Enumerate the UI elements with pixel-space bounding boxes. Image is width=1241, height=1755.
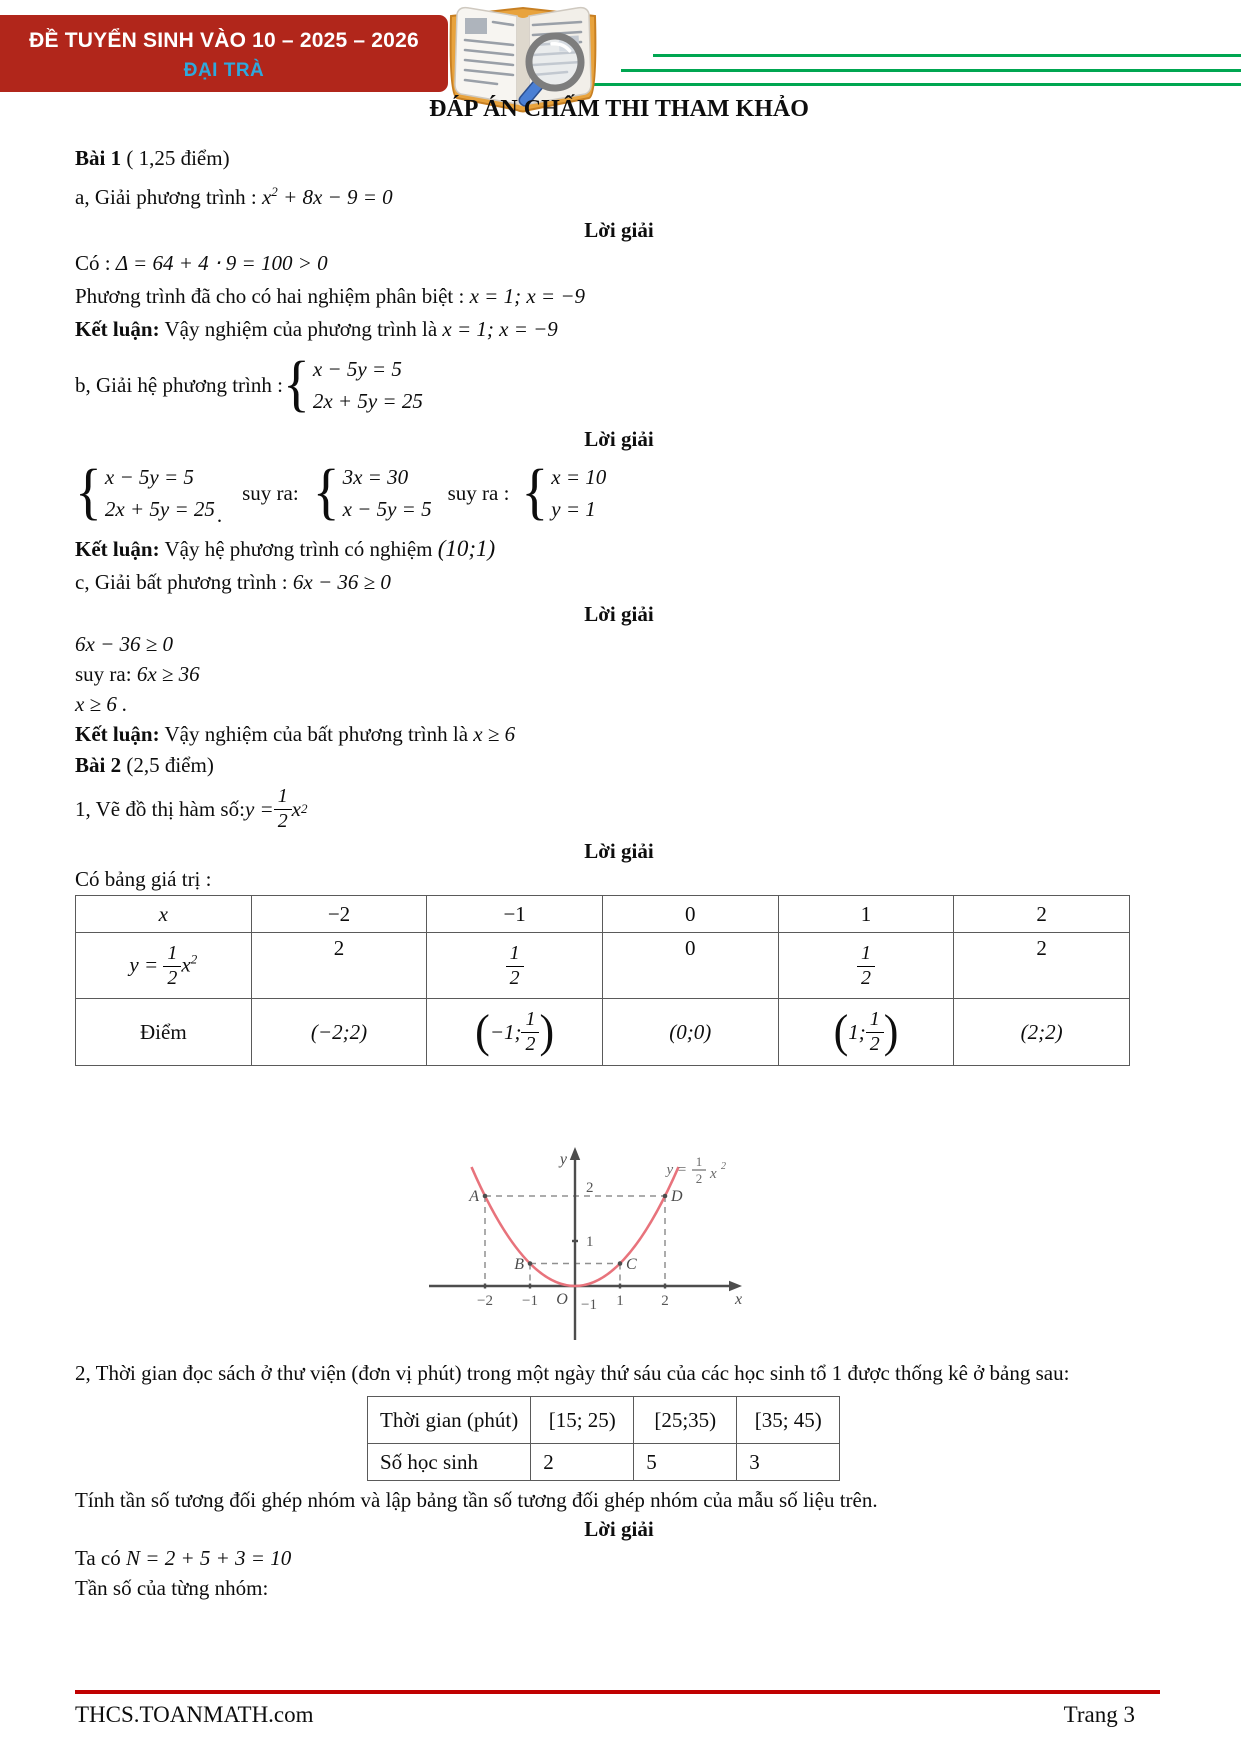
taco-line: Ta có N = 2 + 5 + 3 = 10	[75, 1546, 292, 1570]
bai2-heading: Bài 2 (2,5 điểm)	[75, 753, 214, 777]
cell: −2	[251, 896, 427, 933]
table-row-x	[76, 896, 1130, 933]
y-axis-label: y	[559, 1151, 567, 1168]
cell: [25;35)	[634, 1397, 737, 1444]
loi-giai-heading: Lời giải	[584, 218, 654, 242]
footer-page-number: Trang 3	[1063, 1702, 1135, 1727]
cell: ( −1; $\frac{1}{2}$ )	[427, 999, 603, 1066]
point-B-label: B	[514, 1256, 524, 1273]
svg-text:x: x	[710, 1166, 717, 1182]
x-tick-neg1: −1	[522, 1293, 538, 1309]
cell: x	[76, 896, 252, 933]
bai1-a-line: a, Giải phương trình : $x^2 + 8x - 9 = 0$	[75, 184, 393, 209]
cell: 0	[602, 933, 778, 999]
bai1-b-solution-line: { x − 5y = 5 2x + 5y = 25 . suy ra: { 3x = 30 x − 5y = 5 suy ra : { x = 10 y = 1	[75, 457, 607, 528]
table-row-count	[368, 1444, 840, 1481]
fraction-one-half: $\frac{1}{2}$	[866, 1009, 884, 1056]
cell: y = $\frac{1}{2}$ $x^2$	[76, 933, 252, 999]
origin-label: O	[556, 1291, 568, 1308]
fraction-one-half: $\frac{1}{2}$	[163, 943, 181, 990]
table-intro: Có bảng giá trị :	[75, 867, 212, 891]
cell: [15; 25)	[531, 1397, 634, 1444]
fraction-one-half: $\frac{1}{2}$	[274, 786, 292, 833]
cell: 2	[531, 1444, 634, 1481]
cell	[778, 933, 954, 999]
banner-subtitle: ĐẠI TRÀ	[183, 60, 265, 81]
tanso-line: Tần số của từng nhóm:	[75, 1576, 269, 1600]
y-tick-neg1: −1	[581, 1297, 597, 1313]
parabola-graph	[75, 1134, 1163, 1355]
banner-title: ĐỀ TUYỂN SINH VÀO 10 – 2025 – 2026	[29, 29, 419, 52]
footer	[75, 1702, 1135, 1728]
cell: 3	[737, 1444, 840, 1481]
cell: ( 1; $\frac{1}{2}$ )	[778, 999, 954, 1066]
value-table	[75, 895, 1130, 1066]
bai1-delta-line: Có : Δ = 64 + 4 ⋅ 9 = 100 > 0	[75, 251, 328, 275]
bai1-c-step2: suy ra: 6x ≥ 36	[75, 662, 200, 686]
cell: Thời gian (phút)	[368, 1397, 531, 1444]
bai1-heading: Bài 1 ( 1,25 điểm)	[75, 146, 230, 170]
x-tick-1: 1	[616, 1293, 624, 1309]
bai2-q1-line: 1, Vẽ đồ thị hàm số: y = $\frac{1}{2}$ x 2	[75, 784, 308, 832]
svg-text:2: 2	[721, 1161, 726, 1172]
table-row-points	[76, 999, 1130, 1066]
point-A-label: A	[469, 1188, 479, 1205]
bai1-conclusion-b: Kết luận: Vậy hệ phương trình có nghiệm (10;1)	[75, 536, 496, 561]
curve-equation: y =	[666, 1162, 687, 1178]
point-C-label: C	[626, 1256, 637, 1273]
x-tick-2: 2	[661, 1293, 669, 1309]
equation-system: { 3x = 30 x − 5y = 5	[312, 457, 432, 528]
fraction-one-half: $\frac{1}{2}$	[506, 943, 524, 990]
bai1-c-step3: x ≥ 6 .	[75, 692, 128, 716]
frequency-table	[367, 1396, 840, 1481]
cell: (0;0)	[602, 999, 778, 1066]
cell: Số học sinh	[368, 1444, 531, 1481]
cell	[427, 933, 603, 999]
cell: −1	[427, 896, 603, 933]
cell: 1	[778, 896, 954, 933]
page-title: ĐÁP ÁN CHẤM THI THAM KHẢO	[429, 96, 809, 122]
bai1-distinct-line: Phương trình đã cho có hai nghiệm phân biệt : x = 1; x = −9	[75, 284, 585, 308]
point-D-label: D	[671, 1188, 683, 1205]
x-tick-neg2: −2	[477, 1293, 493, 1309]
loi-giai-heading: Lời giải	[584, 427, 654, 451]
bai1-b-line: b, Giải hệ phương trình : { x − 5y = 5 2x + 5y = 25	[75, 349, 423, 420]
cell: Điểm	[76, 999, 252, 1066]
table-row-time	[368, 1397, 840, 1444]
bai1-conclusion-a: Kết luận: Vậy nghiệm của phương trình là x = 1; x = −9	[75, 317, 558, 341]
bai1-c-step1: 6x − 36 ≥ 0	[75, 632, 174, 656]
loi-giai-heading: Lời giải	[584, 602, 654, 626]
cell: 0	[602, 896, 778, 933]
equation-system: { x − 5y = 5 2x + 5y = 25	[75, 457, 215, 528]
loi-giai-heading: Lời giải	[584, 839, 654, 863]
cell: 2	[251, 933, 427, 999]
svg-text:2: 2	[695, 1171, 703, 1186]
y-tick-1: 1	[586, 1234, 594, 1250]
bai2-q2-task: Tính tần số tương đối ghép nhóm và lập bảng tần số tương đối ghép nhóm của mẫu số liệu trên.	[75, 1488, 878, 1512]
cell: 5	[634, 1444, 737, 1481]
fraction-one-half: $\frac{1}{2}$	[521, 1009, 539, 1056]
cell: [35; 45)	[737, 1397, 840, 1444]
bai1-c-line: c, Giải bất phương trình : 6x − 36 ≥ 0	[75, 570, 391, 594]
y-tick-2: 2	[586, 1180, 594, 1196]
table-row-y	[76, 933, 1130, 999]
svg-text:1: 1	[695, 1154, 703, 1169]
fraction-one-half: $\frac{1}{2}$	[857, 943, 875, 990]
footer-site: THCS.TOANMATH.com	[75, 1702, 314, 1727]
bai2-q2-text: 2, Thời gian đọc sách ở thư viện (đơn vị phút) trong một ngày thứ sáu của các học sinh tổ 1 được thống kê ở bảng sau:	[75, 1361, 1070, 1385]
loi-giai-heading: Lời giải	[584, 1517, 654, 1541]
footer-rule	[75, 1690, 1160, 1694]
cell: (−2;2)	[251, 999, 427, 1066]
x-axis-label: x	[735, 1291, 743, 1308]
equation-system: { x = 10 y = 1	[521, 457, 607, 528]
cell: (2;2)	[954, 999, 1130, 1066]
cell: 2	[954, 896, 1130, 933]
bai1-conclusion-c: Kết luận: Vậy nghiệm của bất phương trình là x ≥ 6	[75, 722, 516, 746]
equation-system: { x − 5y = 5 2x + 5y = 25	[282, 349, 423, 420]
cell: 2	[954, 933, 1130, 999]
